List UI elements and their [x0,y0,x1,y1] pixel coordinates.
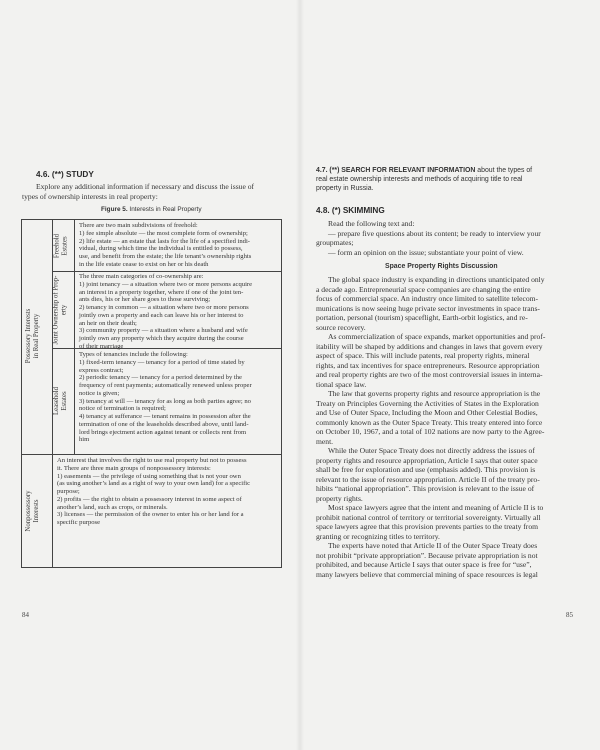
leasehold-line: notice is given; [79,389,120,397]
leasehold-line: lord brings ejectment action against tenant or collects rent from [79,428,247,436]
article-line: portation, personal (tourism) spaceflight, Earth-orbit logistics, and re- [316,313,528,322]
freehold-cell [79,222,251,269]
intro-line: Explore any additional information if necessary and discuss the issue of [36,182,255,191]
article-line: rights, and tax incentives for space entrepreneurs. Resource appropriation [316,360,540,370]
leasehold-line: 3) tenancy at will — tenancy for as long as both parties agree; no [79,397,251,405]
page-number-left: 84 [22,611,29,619]
nonpossessory-line: another’s land, such as crops, or minerals. [57,503,168,511]
label-nonpossessory-line: Nonpossessory [25,490,32,532]
nonpossessory-cell [57,457,250,527]
freehold-line: use, and benefit from the estate; the life tenant’s ownership rights [79,253,252,260]
article-line: Treaty on Principles Governing the Activities of States in the Exploration [316,398,539,408]
section-heading-4-6: 4.6. (**) STUDY [36,170,94,179]
article-line: tional space law. [316,379,367,389]
article-line: ment. [316,436,334,446]
joint-line: of their marriage [79,342,124,350]
label-leasehold-line: Estates [60,391,68,411]
leasehold-line: 2) periodic tenancy — tenancy for a period determined by the [79,374,242,382]
freehold-line: There are two main subdivisions of freehold: [79,222,198,229]
label-freehold-estates [54,221,74,272]
skim-line: Read the following text and: [328,219,415,228]
label-leasehold-estates [53,348,73,454]
article-line: prohibit national control of territory or territorial sovereignty. Virtually all [316,512,541,522]
heading-4-7 [316,166,532,175]
label-joint-line: Joint Ownership of Prop- [52,275,60,345]
article-line: shall be free for exploration and use (emphasis added). This provision is [316,465,536,474]
article-line: commonly known as the Outer Space Treaty. This treaty entered into force [316,417,543,427]
label-possessory-line: Possessory Interests [25,308,32,364]
page-number-right: 85 [566,611,573,619]
label-leasehold-line: Leasehold [53,387,60,415]
nonpossessory-line: (as using another’s land as a right of way to your own land) for a specific [57,480,251,488]
article-line: The law that governs property rights and resource appropriation is the [328,389,541,398]
label-freehold-line: Estates [61,236,69,256]
joint-ownership-cell [79,273,252,351]
figure-caption-text: Interests in Real Property [127,206,202,213]
article-line: relevant to the issue of resource appropriation. Article II of the treaty pro- [316,474,540,484]
leasehold-line: 1) fixed-term tenancy — tenancy for a period of time stated by [79,358,245,366]
skim-line: groupmates; [316,238,354,247]
nonpossessory-line: 3) licenses — the permission of the owner to enter his or her land for a [57,511,244,519]
article-line: not prohibit “private appropriation”. Because private appropriation is not [316,550,538,560]
label-joint-line: erty [60,304,68,316]
leasehold-line: 4) tenancy at sufferance — tenant remains in possession after the [79,413,251,420]
article-line: many lawyers believe that commercial mining of space resources is legal [316,569,538,579]
article-line: The global space industry is expanding in directions unanticipated only [328,275,545,284]
leasehold-line: express contract; [79,366,124,374]
heading-4-7-line: property in Russia. [316,185,374,192]
article-line: space lawyers agree that this provision prevents parties to the treaty from [316,522,539,531]
article-line: a decade ago. Entrepreneurial space companies are changing the entire [316,284,531,294]
article-line: As commercialization of space expands, market opportunities and prof- [328,332,546,341]
nonpossessory-line: 2) profits — the right to obtain a possessory interest in some aspect of [57,495,242,503]
table-divider [52,454,53,568]
joint-line: jointly own any property which they acquire during the course [79,335,244,342]
skim-line: — form an opinion on the issue; substantiate your point of view. [328,247,524,257]
label-nonpossessory-interests [25,454,49,568]
freehold-line: vidual, during which time the individual is entitled to possess, [79,245,243,253]
heading-4-7-line: real estate ownership interests and methods of acquiring title to real [316,176,523,183]
article-line: property rights and resource appropriation, Article I says that outer space [316,455,538,465]
article-line: itability will be shaped by additions and changes in laws that govern every [316,341,543,351]
article-line: and real property rights are two of the most controversial issues in interna- [316,370,543,379]
joint-line: 1) joint tenancy — a situation where two or more persons acquire [79,280,253,288]
nonpossessory-line: An interest that involves the right to use real property but not to possess [57,457,247,464]
nonpossessory-line: specific purpose [57,519,101,526]
joint-line: ants dies, his or her share goes to those surviving; [79,296,211,304]
heading-4-7-label: 4.7. (**) SEARCH FOR RELEVANT INFORMATION [316,167,476,174]
article-line: The experts have noted that Article II of the Outer Space Treaty does [328,541,538,550]
article-line: While the Outer Space Treaty does not directly address the issues of [328,446,535,455]
article-line: focus of commercial space. An industry once limited to satellite telecom- [316,294,539,303]
leasehold-line: Types of tenancies include the following: [79,351,188,358]
joint-line: an interest in a property together, where if one of the joint ten- [79,288,244,296]
leasehold-line: him [79,436,90,444]
nonpossessory-line: 1) easements — the privilege of using something that is not your own [57,472,241,480]
article-line: source recovery. [316,322,366,332]
article-line: Most space lawyers agree that the intent and meaning of Article II is to [328,503,544,512]
figure-caption-label: Figure 5. [101,206,128,213]
article-line: granting or recognizing titles to territory. [316,531,440,541]
label-joint-ownership [53,272,73,349]
leasehold-line: termination of one of the leaseholds described above, until land- [79,420,249,428]
joint-line: an heir on their death; [79,319,137,327]
article-line: and Use of Outer Space, Including the Moon and Other Celestial Bodies, [316,408,538,417]
section-heading-4-8: 4.8. (*) SKIMMING [316,206,385,215]
heading-4-7-rest: about the types of [475,167,533,174]
table-divider [22,454,281,455]
leasehold-cell [79,351,252,444]
joint-line: 3) community property — a situation where a husband and wife [79,327,248,335]
article-line: hibits “national appropriation”. This provision is relevant to the issue of [316,484,535,493]
article-line: munications is now seeing huge private sector investments in space trans- [316,303,540,313]
article-title: Space Property Rights Discussion [385,263,498,270]
label-nonpossessory-line: Interests [32,499,40,523]
nonpossessory-line: purpose; [57,488,80,495]
label-possessory-interests [25,219,49,453]
label-freehold-line: Freehold [53,233,61,259]
article-line: on October 10, 1967, and a total of 102 nations are now party to the Agree- [316,427,545,436]
table-divider [52,271,282,272]
article-line: prohibited, and because Article I says that outer space is free for “use”, [316,560,532,569]
leasehold-line: frequency of rent payments; automatically renewed unless proper [79,382,252,389]
table-divider [74,220,75,454]
joint-line: The three main categories of co-ownership are: [79,273,204,280]
joint-line: 2) tenancy in common — a situation where two or more persons [79,304,249,311]
freehold-line: in the life estate cease to exist on her or his death [79,260,209,268]
right-page [300,0,600,750]
skim-line: — prepare five questions about its content; be ready to interview your [328,228,541,238]
nonpossessory-line: it. There are three main groups of nonpossessory interests: [57,464,211,472]
freehold-line: 2) life estate — an estate that lasts for the life of a specified indi- [79,237,251,245]
leasehold-line: notice of termination is required; [79,405,166,413]
intro-line: types of ownership interests in real property: [22,191,158,201]
article-line: property rights. [316,493,363,503]
article-line: aspect of space. This will include patents, real property rights, mineral [316,351,530,360]
figure-caption [101,206,202,213]
interests-table [21,219,282,568]
joint-line: jointly own a property and each can leave his or her interest to [79,311,244,319]
freehold-line: 1) fee simple absolute — the most complete form of ownership; [79,229,248,237]
label-possessory-line: in Real Property [32,313,40,359]
